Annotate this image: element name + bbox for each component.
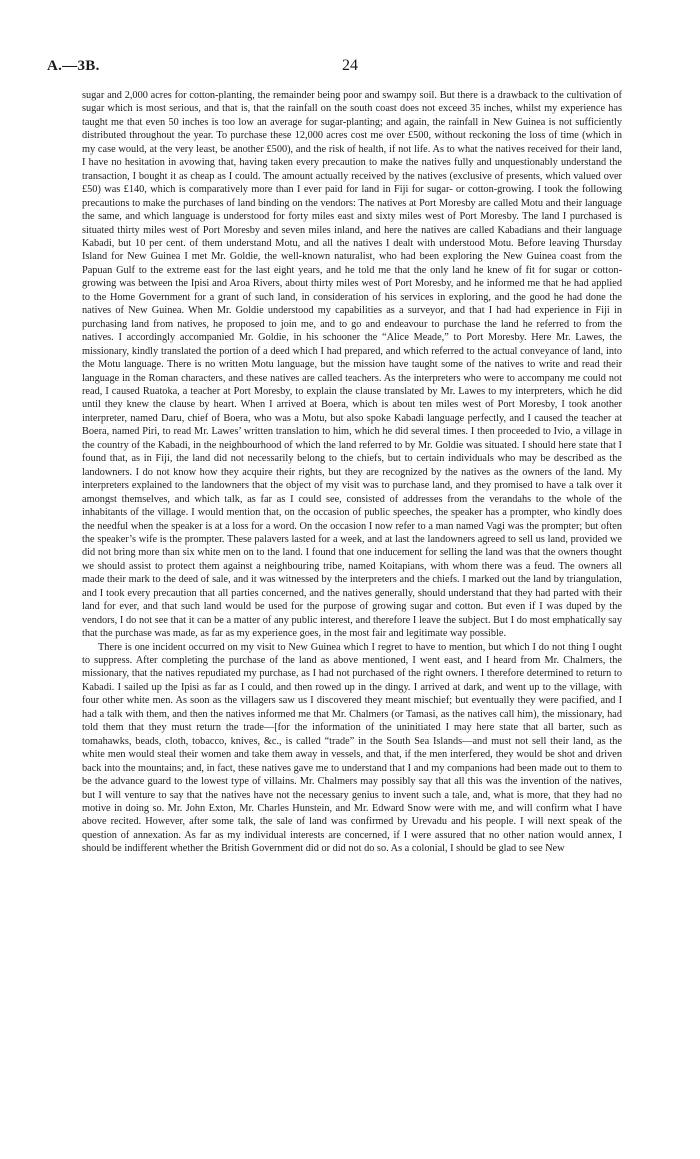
page-number: 24 xyxy=(342,57,358,74)
paragraph: sugar and 2,000 acres for cotton-planting, the remainder being poor and swampy soil. But there is a drawback to the cultivation of sugar which is most serious, and that is, that the rainfall on the south coast does not exceed 35 inches, whilst my experience has taught me that even 50 inches is too low an average for sugar-planting; and again, the rainfall in New Guinea is not sufficiently distributed throughout the year. To purchase these 12,000 acres cost me over £500, without reckoning the loss of time (which in my case would, at the very least, be another £500), and the risk of health, if not life. As to what the natives received for their land, I have no hesitation in avowing that, having taken every precaution to make the natives fully and unquestionably understand the transaction, I bought it as cheap as I could. The amount actually received by the natives (exclusive of presents, which valued over £50) was £140, which is comparatively more than I ever paid for land in Fiji for sugar- or cotton-growing. I took the following precautions to make the purchases of land binding on the vendors: The natives at Port Moresby are called Motu and their language the same, and which language is understood for forty miles east and sixty miles west of Port Moresby. The land I purchased is situated thirty miles west of Port Moresby and seven miles inland, and here the natives are called Kabadians and their language Kabadi, but 10 per cent. of them understand Motu, and all the natives I dealt with understood Motu. Before leaving Thursday Island for New Guinea I met Mr. Goldie, the well-known naturalist, who had been exploring the New Guinea coast from the Papuan Gulf to the extreme east for the last eight years, and he told me that the only land he knew of fit for sugar or cotton-growing was between the Ipisi and Aroa Rivers, about thirty miles west of Port Moresby, and he informed me that he had applied to the Home Government for a grant of such land, in consideration of his services in exploring, and the good he had done the natives of New Guinea. When Mr. Goldie understood my capabilities as a surveyor, and that I had had experience in Fiji in purchasing land from natives, he proposed to join me, and to go and endeavour to purchase the land he referred to from the natives. I accordingly accompanied Mr. Goldie, in his schooner the “Alice Meade,” to Port Moresby. Here Mr. Lawes, the missionary, kindly translated the portion of a deed which I had prepared, and which referred to the actual conveyance of land, into the Motu language. There is no written Motu language, but the mission have taught some of the natives to write and read their language in the Roman characters, and these natives are called teachers. As the interpreters who were to accompany me could not read, I caused Ruatoka, a teacher at Port Moresby, to explain the clause translated by Mr. Lawes to my interpreters, which he did until they knew the clause by heart. When I arrived at Boera, which is about ten miles west of Port Moresby, I took another interpreter, named Daru, chief of Boera, who was a Motu, but also spoke Kabadi language perfectly, and I caused the teacher at Boera, named Piri, to read Mr. Lawes’ written translation to him, which he did several times. I then proceeded to Ivio, a village in the country of the Kabadi, in the neighbourhood of which the land referred to by Mr. Goldie was situated. I should here state that I found that, as in Fiji, the land did not necessarily belong to the chiefs, but to certain individuals who may be described as the landowners. I do not know how they acquire their rights, but they are recognized by the natives as the owners of the land. My interpreters explained to the landowners that the object of my visit was to purchase land, and they promised to have a talk over it amongst themselves, and which talk, as far as I could see, consisted of addresses from the verandahs to the whole of the inhabitants of the village. I would mention that, on the occasion of public speeches, the speaker has a prompter, who kindly does the needful when the speaker is at a loss for a word. On the occasion I now refer to a man named Vagi was the prompter; but often the speaker’s wife is the prompter. These palavers lasted for a week, and at last the landowners agreed to sell us land, provided we did not bring more than six white men on to the land. I found that one inducement for selling the land was that the owners thought we should assist to protect them against a neighbouring tribe, named Koitapians, with whom there was a feud. The owners all made their mark to the deed of sale, and it was witnessed by the interpreters and the chiefs. I marked out the land by triangulation, and I took every precaution that all parties concerned, and the natives generally, should understand that they had parted with their land for ever, and that such land would be used for the purpose of growing sugar and cotton. But even if I was duped by the vendors, I do not see that it can be a matter of any public interest, and therefore I leave the subject. But I do most emphatically say that the purchase was made, as far as my experience goes, in the most fair and legitimate way possible. xyxy=(82,90,622,640)
body-text xyxy=(82,89,622,856)
document-reference: A.—3B. xyxy=(47,58,100,74)
paragraph: There is one incident occurred on my visit to New Guinea which I regret to have to mention, but which I do not thing I ought to suppress. After completing the purchase of the land as above mentioned, I went east, and I heard from Mr. Chalmers, the missionary, that the natives repudiated my purchase, as I had not purchased of the right owners. I therefore determined to return to Kabadi. I sailed up the Ipisi as far as I could, and then rowed up in the dingy. I arrived at dark, and went up to the village, with four other white men. As soon as the villagers saw us I discovered they meant mischief; but eventually they were pacified, and I had a talk with them, and then the natives informed me that Mr. Chalmers (or Tamasi, as the natives call him), the missionary, had told them that they must return the trade—[for the information of the uninitiated I may here state that all barter, such as tomahawks, beads, cloth, tobacco, knives, &c., is called “trade” in the South Sea Islands—and must not sell their land, as the white men would steal their women and take them away in vessels, and that, if the men interfered, they would be shot and driven back into the mountains; and, in fact, these natives gave me to understand that I and my companions had been made out to them to be the advance guard to the lowest type of villains. Mr. Chalmers may possibly say that all this was the invention of the natives, but I will venture to say that the natives have not the necessary genius to invent such a tale, and, what is more, that they had no motive in doing so. Mr. John Exton, Mr. Charles Hunstein, and Mr. Edward Snow were with me, and will confirm what I have above recited. However, after some talk, the sale of land was confirmed by Urevadu and his people. I will next speak of the question of annexation. As far as my individual interests are concerned, if I were assured that no other nation would annex, I should be indifferent whether the British Government did or did not do so. As a colonial, I should be glad to see New xyxy=(82,641,622,855)
